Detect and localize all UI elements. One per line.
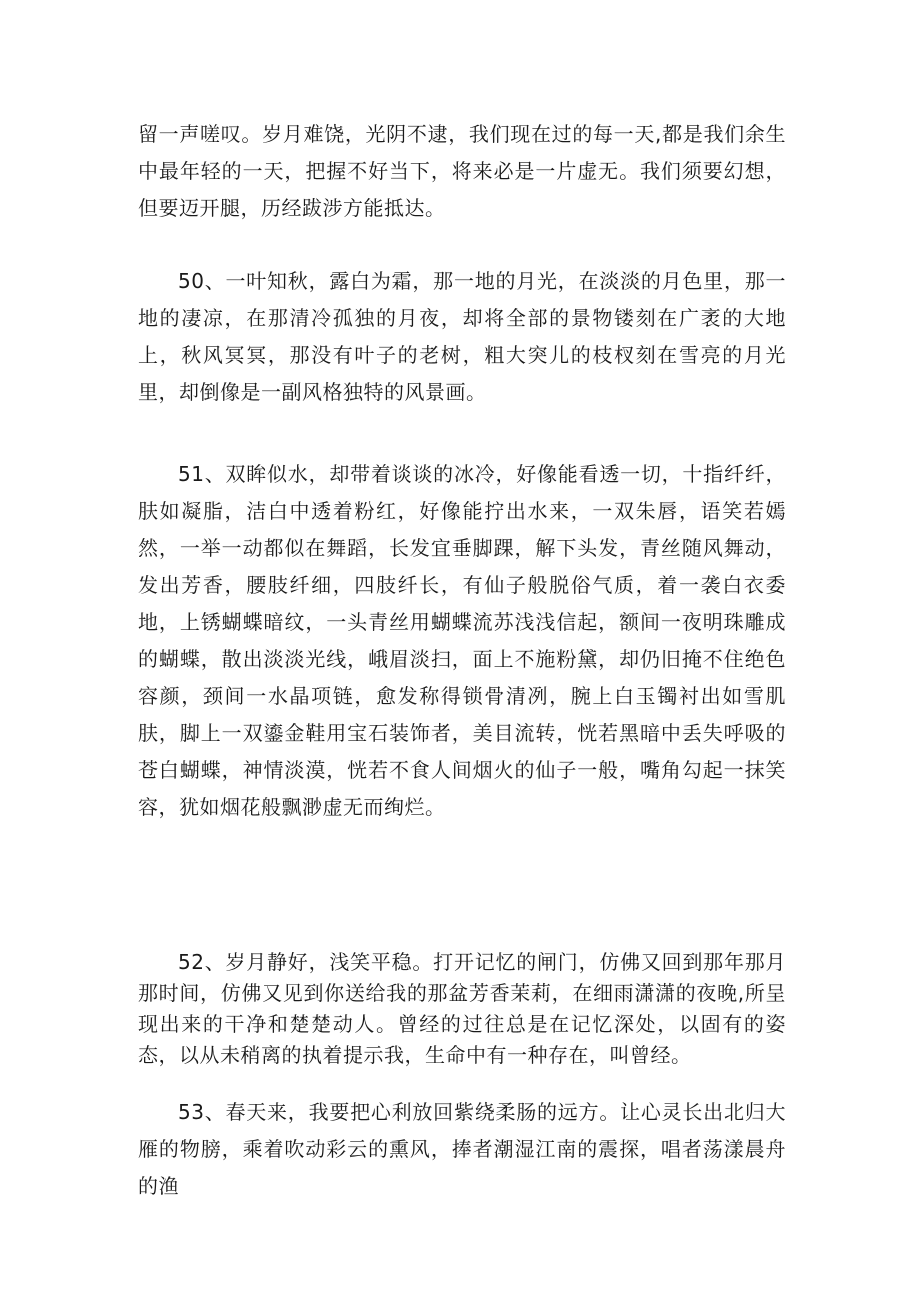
paragraph-52: 52、岁月静好，浅笑平稳。打开记忆的闸门，仿佛又回到那年那月那时间，仿佛又见到你送给我的那盆芳香茉莉，在细雨潇潇的夜晚,所呈现出来的干净和楚楚动人。曾经的过往总是在记忆深处，以固有的姿态，以从未稍离的执着提示我，生命中有一种存在，叫曾经。 <box>138 950 786 1067</box>
paragraph-51: 51、双眸似水，却带着谈谈的冰冷，好像能看透一切，十指纤纤，肤如凝脂，洁白中透着粉红，好像能拧出水来，一双朱唇，语笑若嫣然，一举一动都似在舞蹈，长发宜垂脚踝，解下头发，青丝随风舞动，发出芳香，腰肢纤细，四肢纤长，有仙子般脱俗气质，着一袭白衣委地，上锈蝴蝶暗纹，一头青丝用蝴蝶流苏浅浅信起，额间一夜明珠雕成的蝴蝶，散出淡淡光线，峨眉淡扫，面上不施粉黛，却仍旧掩不住绝色容颜，颈间一水晶项链，愈发称得锁骨清冽，腕上白玉镯衬出如雪肌肤，脚上一双鎏金鞋用宝石装饰者，美目流转，恍若黑暗中丢失呼吸的苍白蝴蝶，神情淡漠，恍若不食人间烟火的仙子一般，嘴角勾起一抹笑容，犹如烟花般飘渺虚无而绚烂。 <box>138 462 786 819</box>
paragraph-50: 50、一叶知秋，露白为霜，那一地的月光，在淡淡的月色里，那一地的凄凉，在那清冷孤独的月夜，却将全部的景物镂刻在广袤的大地上，秋风冥冥，那没有叶子的老树，粗大突儿的枝杈刻在雪亮的月光里，却倒像是一副风格独特的风景画。 <box>138 269 786 404</box>
paragraph-continuation: 留一声嗟叹。岁月难饶，光阴不逮，我们现在过的每一天,都是我们余生中最年轻的一天，把握不好当下，将来必是一片虚无。我们须要幻想，但要迈开腿，历经跋涉方能抵达。 <box>138 122 786 220</box>
paragraph-53: 53、春天来，我要把心利放回紫绕柔肠的远方。让心灵长出北归大雁的物膀，乘着吹动彩云的熏风，捧者潮湿江南的震探，唱者荡漾晨舟的渔 <box>138 1100 786 1198</box>
